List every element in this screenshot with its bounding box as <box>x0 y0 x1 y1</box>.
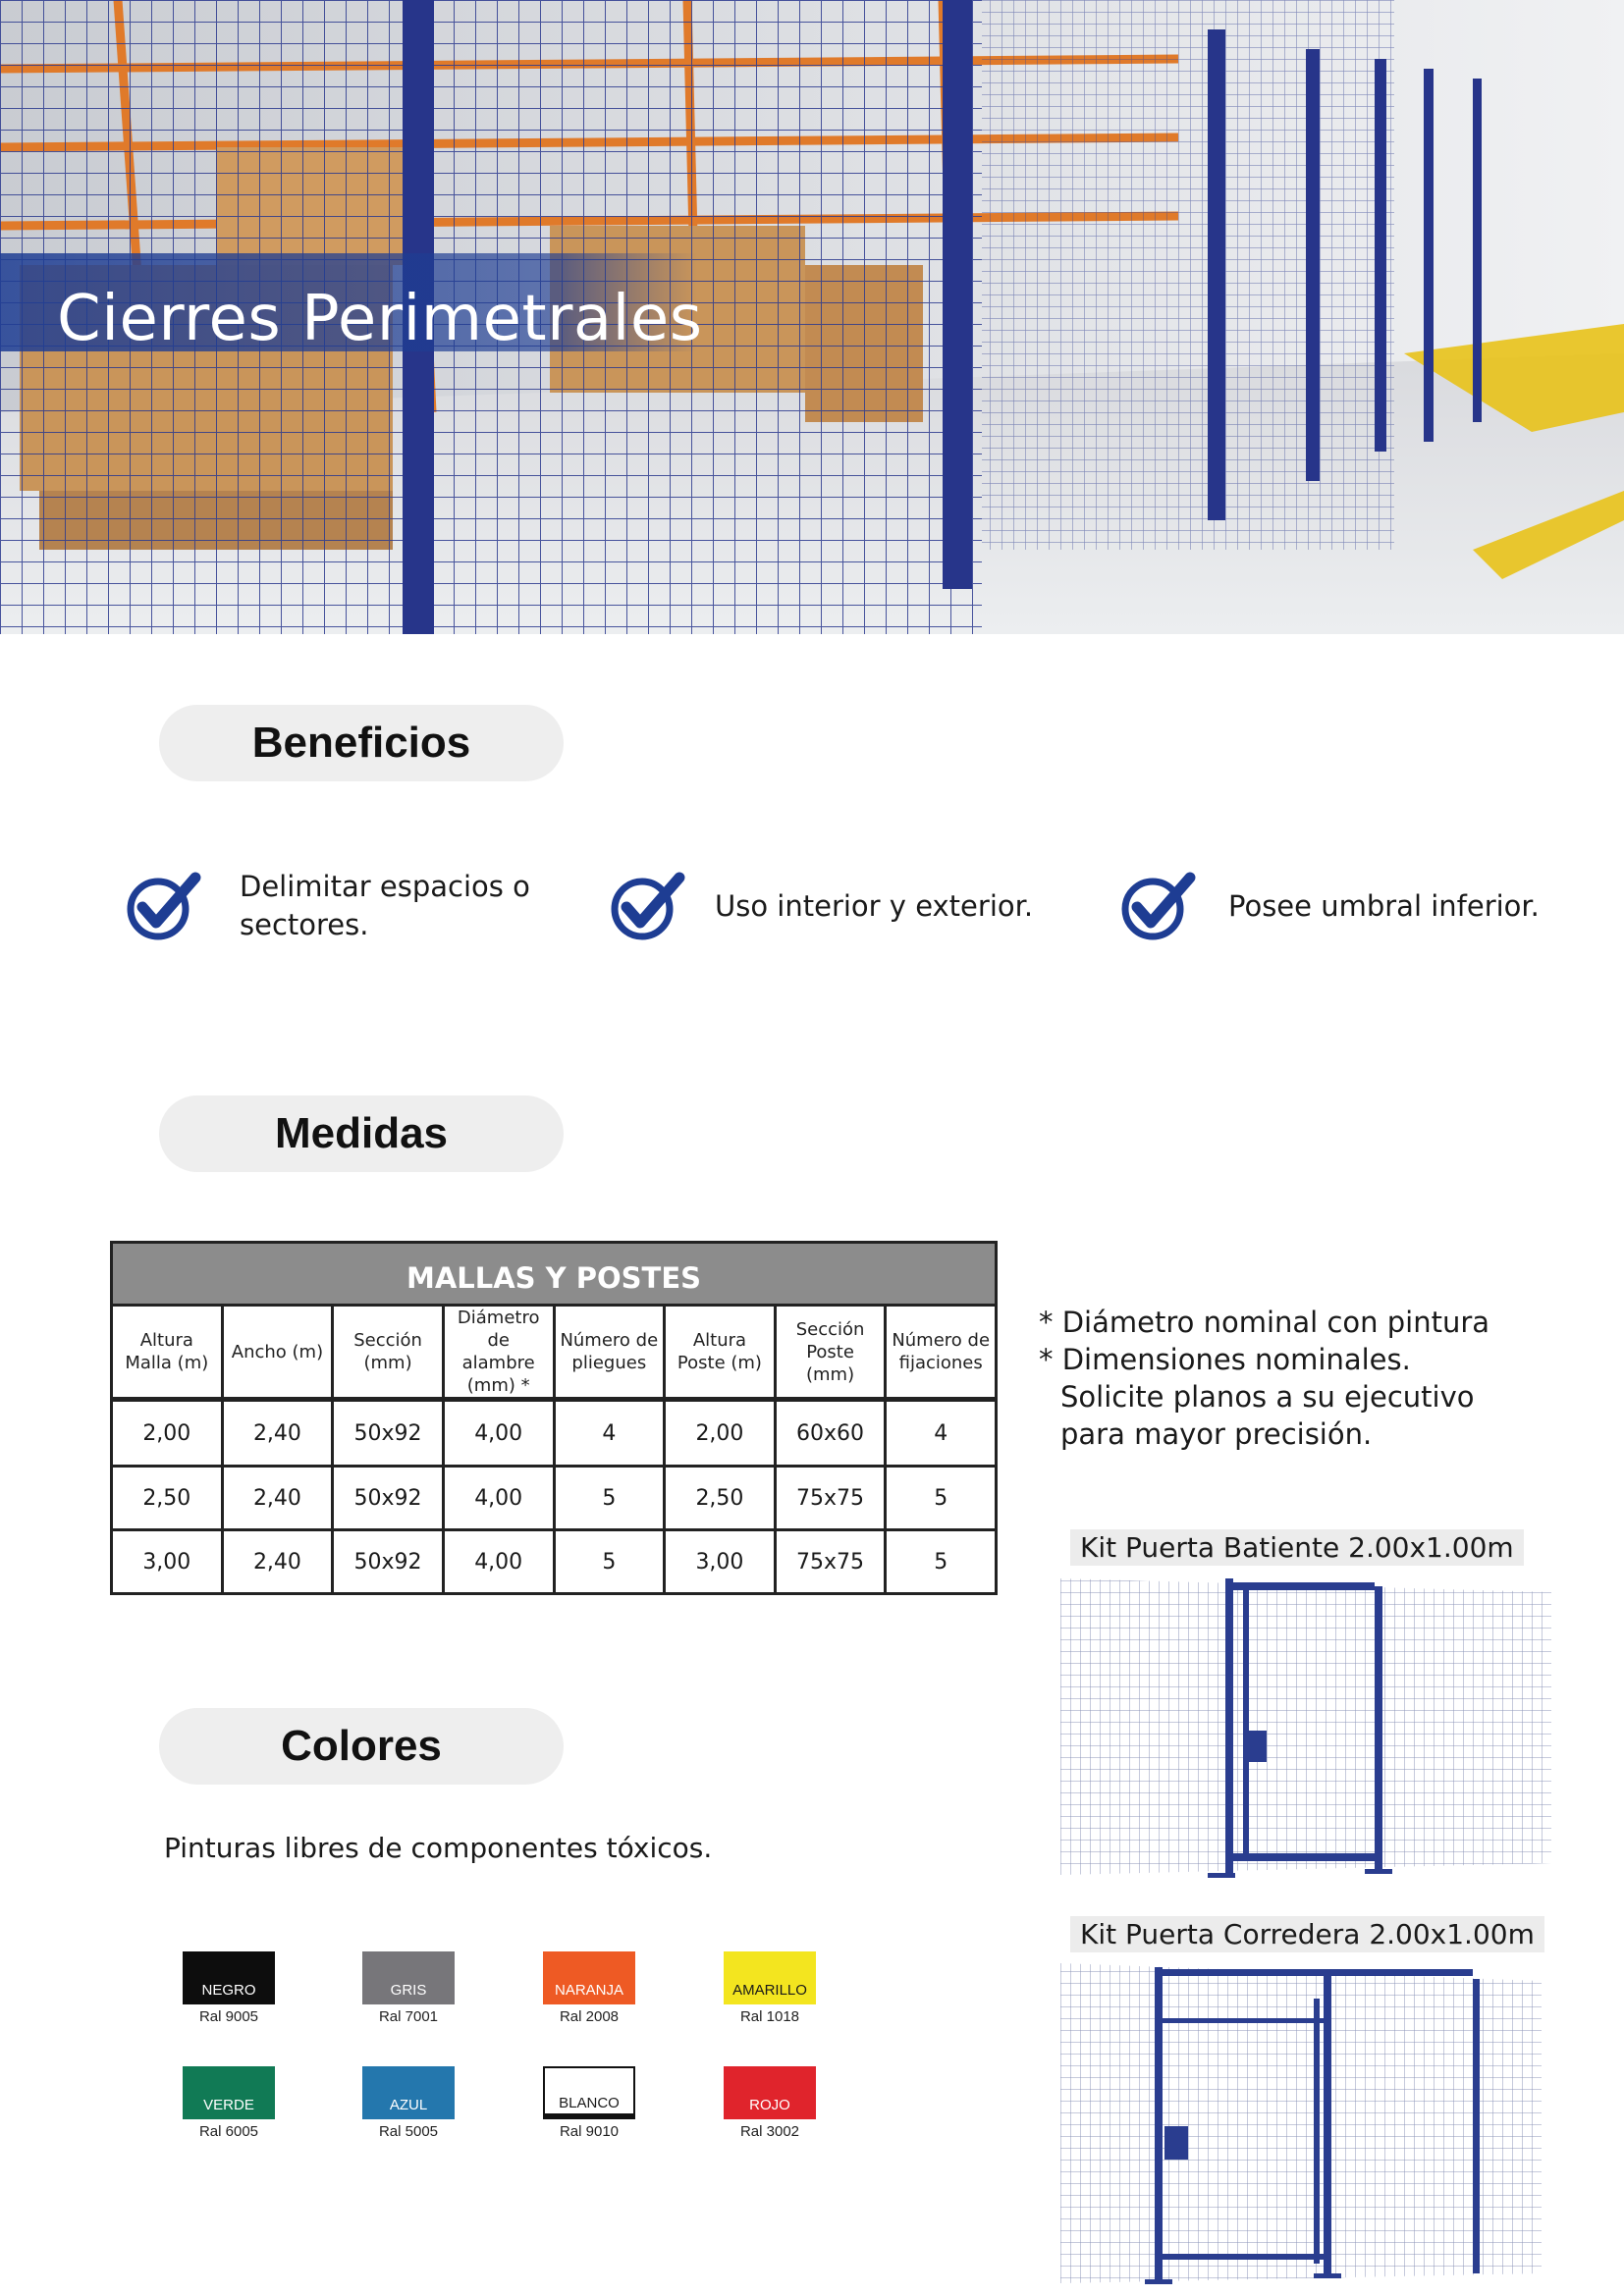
table-cell: 3,00 <box>665 1530 776 1594</box>
table-cell: 75x75 <box>775 1530 886 1594</box>
swatch-label: VERDE <box>203 2097 254 2113</box>
specs-table <box>110 1241 998 1595</box>
table-cell: 5 <box>886 1467 997 1530</box>
table-cell: 5 <box>554 1530 665 1594</box>
table-cell: 50x92 <box>333 1467 444 1530</box>
table-cell: 2,00 <box>112 1400 223 1467</box>
color-swatch-naranja <box>543 1951 635 2004</box>
section-title-colors: Colores <box>281 1722 442 1770</box>
section-pill-colors <box>159 1708 564 1785</box>
color-swatch-blanco <box>543 2066 635 2119</box>
section-pill-measures <box>159 1095 564 1172</box>
benefit-item-1 <box>123 872 201 945</box>
table-cell: 75x75 <box>775 1467 886 1530</box>
benefit-text-3: Posee umbral inferior. <box>1228 889 1540 923</box>
color-swatch-amarillo <box>724 1951 816 2004</box>
color-swatch-verde <box>183 2066 275 2119</box>
checkmark-icon <box>123 872 201 940</box>
benefit-item-3 <box>1117 872 1196 945</box>
swatch-ral-code: Ral 5005 <box>378 2123 439 2140</box>
table-row <box>112 1530 997 1594</box>
table-row <box>112 1400 997 1467</box>
benefit-text-1: Delimitar espacios o sectores. <box>240 870 530 941</box>
table-cell: 50x92 <box>333 1530 444 1594</box>
specs-grid <box>110 1304 998 1595</box>
table-cell: 5 <box>554 1467 665 1530</box>
table-cell: 4,00 <box>443 1400 554 1467</box>
header-cell: Número de pliegues <box>554 1306 665 1400</box>
sliding-gate-image <box>1060 1959 1551 2287</box>
checkmark-icon <box>607 872 685 940</box>
table-cell: 2,40 <box>222 1530 333 1594</box>
header-cell: Número de fijaciones <box>886 1306 997 1400</box>
colors-subtitle: Pinturas libres de componentes tóxicos. <box>164 1832 713 1864</box>
table-cell: 2,40 <box>222 1400 333 1467</box>
benefit-item-2 <box>607 872 685 945</box>
swatch-label: AZUL <box>389 2097 428 2113</box>
swatch-ral-code: Ral 1018 <box>739 2008 800 2025</box>
section-title-benefits: Beneficios <box>251 719 471 767</box>
table-header-row <box>112 1306 997 1400</box>
table-title: MALLAS Y POSTES <box>110 1241 998 1304</box>
swatch-label: NEGRO <box>201 1982 256 1999</box>
hero-banner <box>0 0 1624 634</box>
benefit-text-2: Uso interior y exterior. <box>715 889 1034 923</box>
swatch-ral-code: Ral 2008 <box>559 2008 620 2025</box>
table-cell: 4 <box>886 1400 997 1467</box>
swing-gate-image <box>1060 1569 1551 1885</box>
table-cell: 2,40 <box>222 1467 333 1530</box>
swatch-ral-code: Ral 9010 <box>559 2123 620 2140</box>
color-swatch-negro <box>183 1951 275 2004</box>
header-cell: Altura Poste (m) <box>665 1306 776 1400</box>
table-row <box>112 1467 997 1530</box>
table-cell: 2,00 <box>665 1400 776 1467</box>
swatch-ral-code: Ral 9005 <box>198 2008 259 2025</box>
table-cell: 2,50 <box>665 1467 776 1530</box>
note-diameter: * Diámetro nominal con pintura <box>1039 1306 1490 1339</box>
table-cell: 5 <box>886 1530 997 1594</box>
table-cell: 60x60 <box>775 1400 886 1467</box>
table-cell: 2,50 <box>112 1467 223 1530</box>
section-pill-benefits <box>159 705 564 781</box>
swatch-ral-code: Ral 3002 <box>739 2123 800 2140</box>
table-cell: 50x92 <box>333 1400 444 1467</box>
table-cell: 4 <box>554 1400 665 1467</box>
color-swatch-gris <box>362 1951 455 2004</box>
swatch-label: ROJO <box>749 2097 790 2113</box>
checkmark-icon <box>1117 872 1196 940</box>
page-title: Cierres Perimetrales <box>57 283 703 355</box>
header-cell: Altura Malla (m) <box>112 1306 223 1400</box>
swatch-label: BLANCO <box>559 2095 620 2111</box>
table-cell: 4,00 <box>443 1467 554 1530</box>
swatch-ral-code: Ral 6005 <box>198 2123 259 2140</box>
header-cell: Sección (mm) <box>333 1306 444 1400</box>
section-title-measures: Medidas <box>274 1109 449 1157</box>
header-cell: Sección Poste (mm) <box>775 1306 886 1400</box>
swatch-label: AMARILLO <box>732 1982 807 1999</box>
color-swatch-rojo <box>724 2066 816 2119</box>
kit-title-sliding-gate: Kit Puerta Corredera 2.00x1.00m <box>1070 1916 1544 1952</box>
header-cell: Diámetro de alambre (mm) * <box>443 1306 554 1400</box>
table-cell: 4,00 <box>443 1530 554 1594</box>
header-cell: Ancho (m) <box>222 1306 333 1400</box>
note-dimensions: * Dimensiones nominales. Solicite planos a su ejecutivo para mayor precisión. <box>1039 1343 1475 1451</box>
swatch-label: NARANJA <box>554 1982 623 1999</box>
swatch-label: GRIS <box>390 1982 427 1999</box>
swatch-ral-code: Ral 7001 <box>378 2008 439 2025</box>
kit-title-swing-gate: Kit Puerta Batiente 2.00x1.00m <box>1070 1529 1524 1566</box>
table-cell: 3,00 <box>112 1530 223 1594</box>
color-swatch-azul <box>362 2066 455 2119</box>
